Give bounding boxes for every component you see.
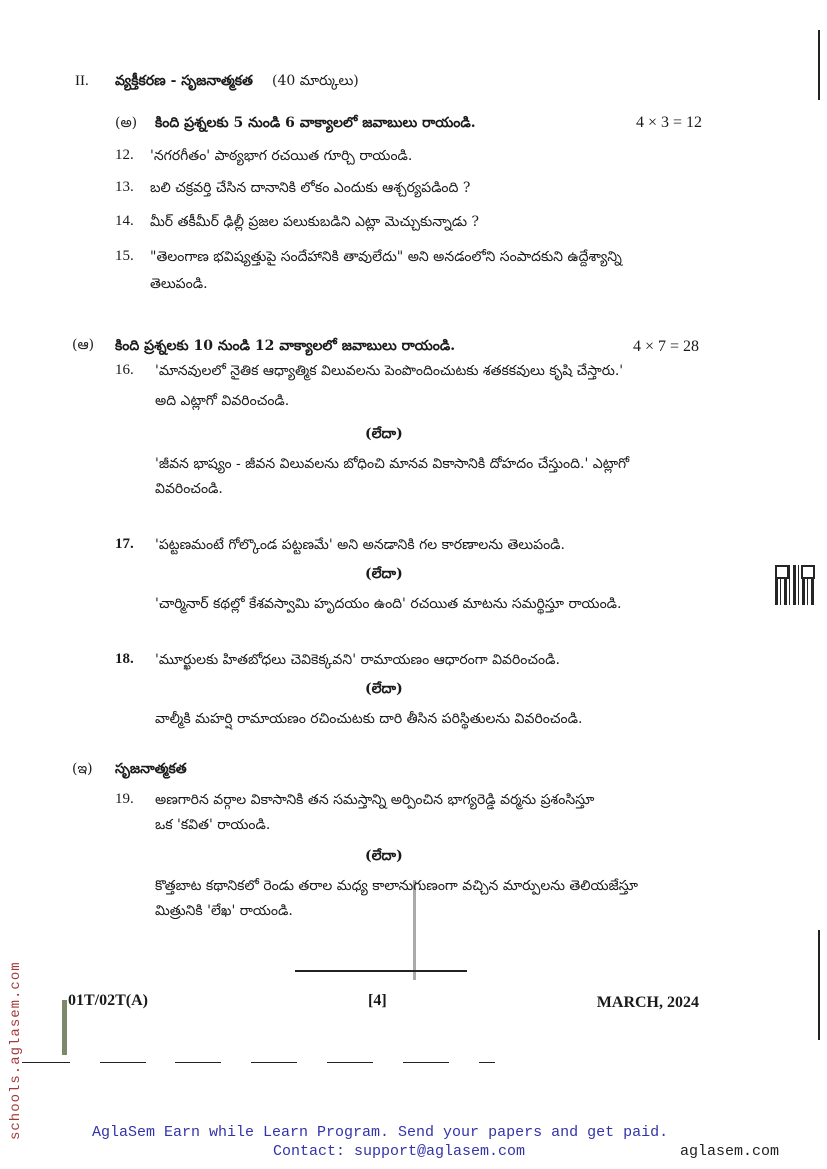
part-a-instruction: కింది ప్రశ్నలకు 5 నుండి 6 వాక్యాలలో జవాబులు రాయండి. <box>155 115 476 131</box>
footer-code: 01T/02T(A) <box>68 992 148 1009</box>
part-c-title: సృజనాత్మకత <box>115 761 187 777</box>
end-rule <box>295 970 467 972</box>
question-text: 'నగరగీతం' పాఠ్యభాగ రచయిత గూర్చి రాయండి. <box>150 148 413 164</box>
or-label: (లేదా) <box>365 848 403 864</box>
watermark-site[interactable]: aglasem.com <box>680 1143 780 1160</box>
part-a-marks: 4 × 3 = 12 <box>635 114 702 131</box>
question-text: బలి చక్రవర్తి చేసిన దానానికి లోకం ఎందుకు ఆశ్చర్యపడింది ? <box>150 180 471 196</box>
question-text: 'పట్టణమంటే గోల్కొండ పట్టణమే' అని అనడానికి గల కారణాలను తెలుపండి. <box>155 537 565 553</box>
part-a-label: (అ) <box>115 115 138 131</box>
dash-line <box>22 1062 70 1063</box>
question-text: "తెలంగాణ భవిష్యత్తుపై సందేహానికి తావులేదు" అని అనడంలోని సంపాదకుని ఉద్దేశ్యాన్ని <box>150 249 622 265</box>
question-text: మీర్ తకీమీర్ ఢిల్లీ ప్రజల పలుకుబడిని ఎట్లా మెచ్చుకున్నాడు ? <box>150 214 480 230</box>
question-number: 13. <box>115 179 134 195</box>
question-text: అణగారిన వర్గాల వికాసానికి తన సమస్తాన్ని అర్పించిన భాగ్యరెడ్డి వర్మను ప్రశంసిస్తూ <box>155 792 595 808</box>
dash-line <box>100 1062 146 1063</box>
question-alt-text: 'జీవన భాష్యం - జీవన విలువలను బోధించి మానవ వికాసానికి దోహదం చేస్తుంది.' ఎట్లాగో <box>155 456 630 472</box>
or-label: (లేదా) <box>365 681 403 697</box>
question-text: తెలుపండి. <box>150 276 208 292</box>
or-label: (లేదా) <box>365 566 403 582</box>
question-alt-text: వాల్మీకి మహర్షి రామాయణం రచించుటకు దారి తీసిన పరిస్థితులను వివరించండి. <box>155 711 583 727</box>
question-number: 19. <box>115 791 134 807</box>
question-text: అది ఎట్లాగో వివరించండి. <box>155 393 290 409</box>
question-text: 'మూర్ఖులకు హితబోధలు చెవికెక్కవని' రామాయణం ఆధారంగా వివరించండి. <box>155 652 560 668</box>
footer-date: MARCH, 2024 <box>596 994 699 1011</box>
dash-line <box>479 1062 495 1063</box>
part-c-label: (ఇ) <box>72 761 93 777</box>
section-number: II. <box>75 73 89 89</box>
question-number: 17. <box>115 536 134 552</box>
question-alt-text: 'చార్మినార్ కథల్లో కేశవస్వామి హృదయం ఉంది' రచయిత మాటను సమర్థిస్తూ రాయండి. <box>155 596 622 612</box>
scan-edge-line <box>818 30 820 100</box>
part-b-label: (ఆ) <box>72 337 95 353</box>
dash-line <box>251 1062 297 1063</box>
question-alt-text: వివరించండి. <box>155 481 223 497</box>
question-number: 18. <box>115 651 134 667</box>
question-number: 16. <box>115 362 134 378</box>
question-number: 12. <box>115 147 134 163</box>
watermark-contact[interactable]: Contact: support@aglasem.com <box>273 1143 526 1160</box>
scan-edge-line <box>818 930 820 1040</box>
dash-line <box>327 1062 373 1063</box>
dash-line <box>403 1062 449 1063</box>
part-b-marks: 4 × 7 = 28 <box>632 338 699 355</box>
question-number: 15. <box>115 248 134 264</box>
dash-line <box>175 1062 221 1063</box>
question-text: 'మానవులలో నైతిక ఆధ్యాత్మిక విలువలను పెంపొందించుటకు శతకకవులు కృషి చేస్తారు.' <box>155 363 624 379</box>
question-number: 14. <box>115 213 134 229</box>
section-marks: (40 మార్కులు) <box>272 73 359 89</box>
question-text: ఒక 'కవిత' రాయండి. <box>155 817 271 833</box>
question-alt-text: మిత్రునికి 'లేఖ' రాయండి. <box>155 903 293 919</box>
watermark-line-1: AglaSem Earn while Learn Program. Send your papers and get paid. <box>92 1124 669 1141</box>
or-label: (లేదా) <box>365 426 403 442</box>
side-watermark: schools.aglasem.com <box>8 961 24 1140</box>
question-alt-text: కొత్తబాట కథానికలో రెండు తరాల మధ్య కాలానుగుణంగా వచ్చిన మార్పులను తెలియజేస్తూ <box>155 878 638 894</box>
scan-mark <box>62 1000 67 1055</box>
qr-code <box>775 565 815 605</box>
part-b-instruction: కింది ప్రశ్నలకు 10 నుండి 12 వాక్యాలలో జవాబులు రాయండి. <box>115 338 456 354</box>
section-title: వ్యక్తీకరణ - సృజనాత్మకత <box>115 73 253 89</box>
footer-page: [4] <box>368 992 387 1009</box>
